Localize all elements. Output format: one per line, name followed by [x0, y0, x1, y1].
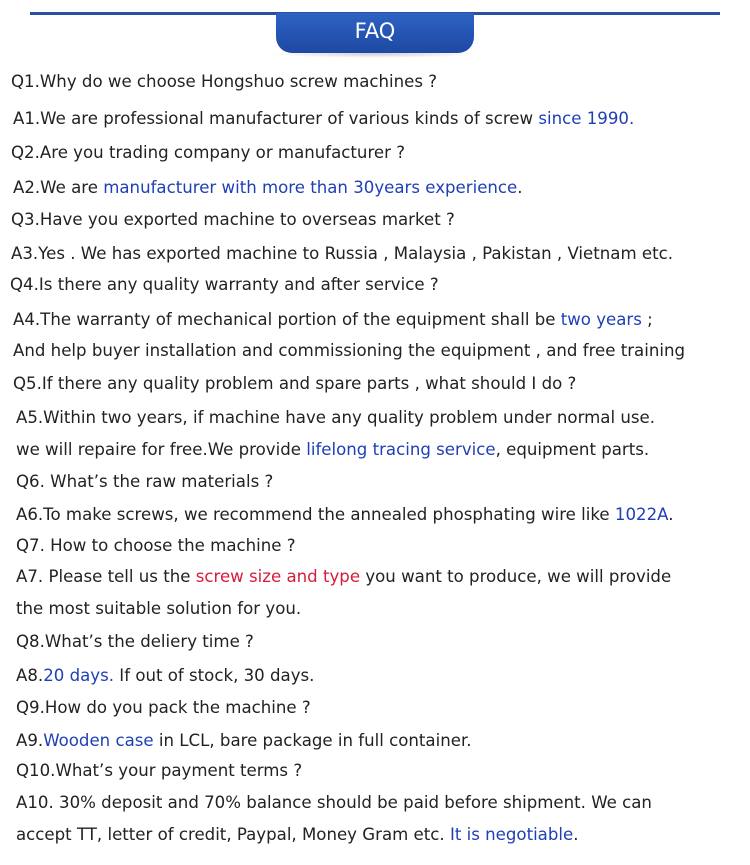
faq-header-tab [276, 13, 474, 53]
faq-answer [13, 341, 685, 361]
faq-question [11, 143, 405, 163]
text-segment: And help buyer installation and commissioning the equipment , and free training [13, 341, 686, 360]
faq-answer [16, 408, 655, 428]
faq-answer [16, 825, 579, 845]
text-segment: Q3.Have you exported machine to overseas market ? [11, 210, 455, 229]
text-segment: we will repaire for free.We provide [16, 440, 307, 459]
text-segment: A4.The warranty of mechanical portion of the equipment shall be [13, 310, 561, 329]
text-segment: A8. [16, 666, 44, 685]
text-segment: the most suitable solution for you. [16, 599, 302, 618]
text-segment: A3.Yes . We has exported machine to Russia , Malaysia , Pakistan , Vietnam etc. [11, 244, 673, 263]
text-segment: Q2.Are you trading company or manufacturer ? [11, 143, 406, 162]
faq-question [16, 472, 273, 492]
faq-question [16, 698, 311, 718]
text-segment: A7. Please tell us the [16, 567, 196, 586]
highlight-text: Wooden case [43, 731, 154, 750]
text-segment: Q5.If there any quality problem and spare parts , what should I do ? [13, 374, 577, 393]
faq-answer [16, 666, 314, 686]
faq-answer [16, 440, 649, 460]
highlight-text: manufacturer with more than 30years experience [103, 178, 518, 197]
text-segment: you want to produce, we will provide [360, 567, 672, 586]
text-segment: Q1.Why do we choose Hongshuo screw machines ? [11, 72, 438, 91]
faq-question [11, 72, 437, 92]
text-segment: Q4.Is there any quality warranty and after service ? [10, 275, 439, 294]
faq-question [16, 761, 302, 781]
text-segment: A5.Within two years, if machine have any quality problem under normal use. [16, 408, 655, 427]
text-segment: A6.To make screws, we recommend the annealed phosphating wire like [16, 505, 615, 524]
highlight-text: lifelong tracing service [306, 440, 496, 459]
page-title: FAQ [354, 19, 396, 43]
faq-question [10, 275, 439, 295]
faq-question [16, 536, 296, 556]
text-segment: . [668, 505, 674, 524]
faq-answer [16, 505, 673, 525]
faq-answer [13, 109, 634, 129]
faq-answer [16, 599, 301, 619]
faq-answer [16, 567, 671, 587]
faq-answer [13, 178, 523, 198]
text-segment: . [573, 825, 579, 844]
text-segment: Q10.What’s your payment terms ? [16, 761, 303, 780]
text-segment: A1.We are professional manufacturer of various kinds of screw [13, 109, 539, 128]
faq-answer [16, 793, 652, 813]
faq-question [13, 374, 576, 394]
faq-question [11, 210, 455, 230]
faq-answer [11, 244, 673, 264]
highlight-text: since 1990. [538, 109, 635, 128]
text-segment: A10. 30% deposit and 70% balance should be paid before shipment. We can [16, 793, 652, 812]
text-segment: Q6. What’s the raw materials ? [16, 472, 274, 491]
highlight-text: It is negotiable [449, 825, 574, 844]
highlight-text: two years [560, 310, 642, 329]
text-segment: ; [641, 310, 653, 329]
text-segment: Q9.How do you pack the machine ? [16, 698, 311, 717]
text-segment: in LCL, bare package in full container. [153, 731, 472, 750]
faq-answer [13, 310, 653, 330]
text-segment: If out of stock, 30 days. [114, 666, 315, 685]
text-segment: , equipment parts. [495, 440, 650, 459]
text-segment: A2.We are [13, 178, 104, 197]
text-segment: . [517, 178, 523, 197]
highlight-text: 1022A [614, 505, 669, 524]
text-segment: accept TT, letter of credit, Paypal, Money Gram etc. [16, 825, 450, 844]
highlight-text: 20 days. [43, 666, 115, 685]
highlight-text: screw size and type [195, 567, 361, 586]
text-segment: Q8.What’s the deliery time ? [16, 632, 254, 651]
faq-question [16, 632, 254, 652]
faq-answer [16, 731, 472, 751]
text-segment: A9. [16, 731, 44, 750]
text-segment: Q7. How to choose the machine ? [16, 536, 296, 555]
